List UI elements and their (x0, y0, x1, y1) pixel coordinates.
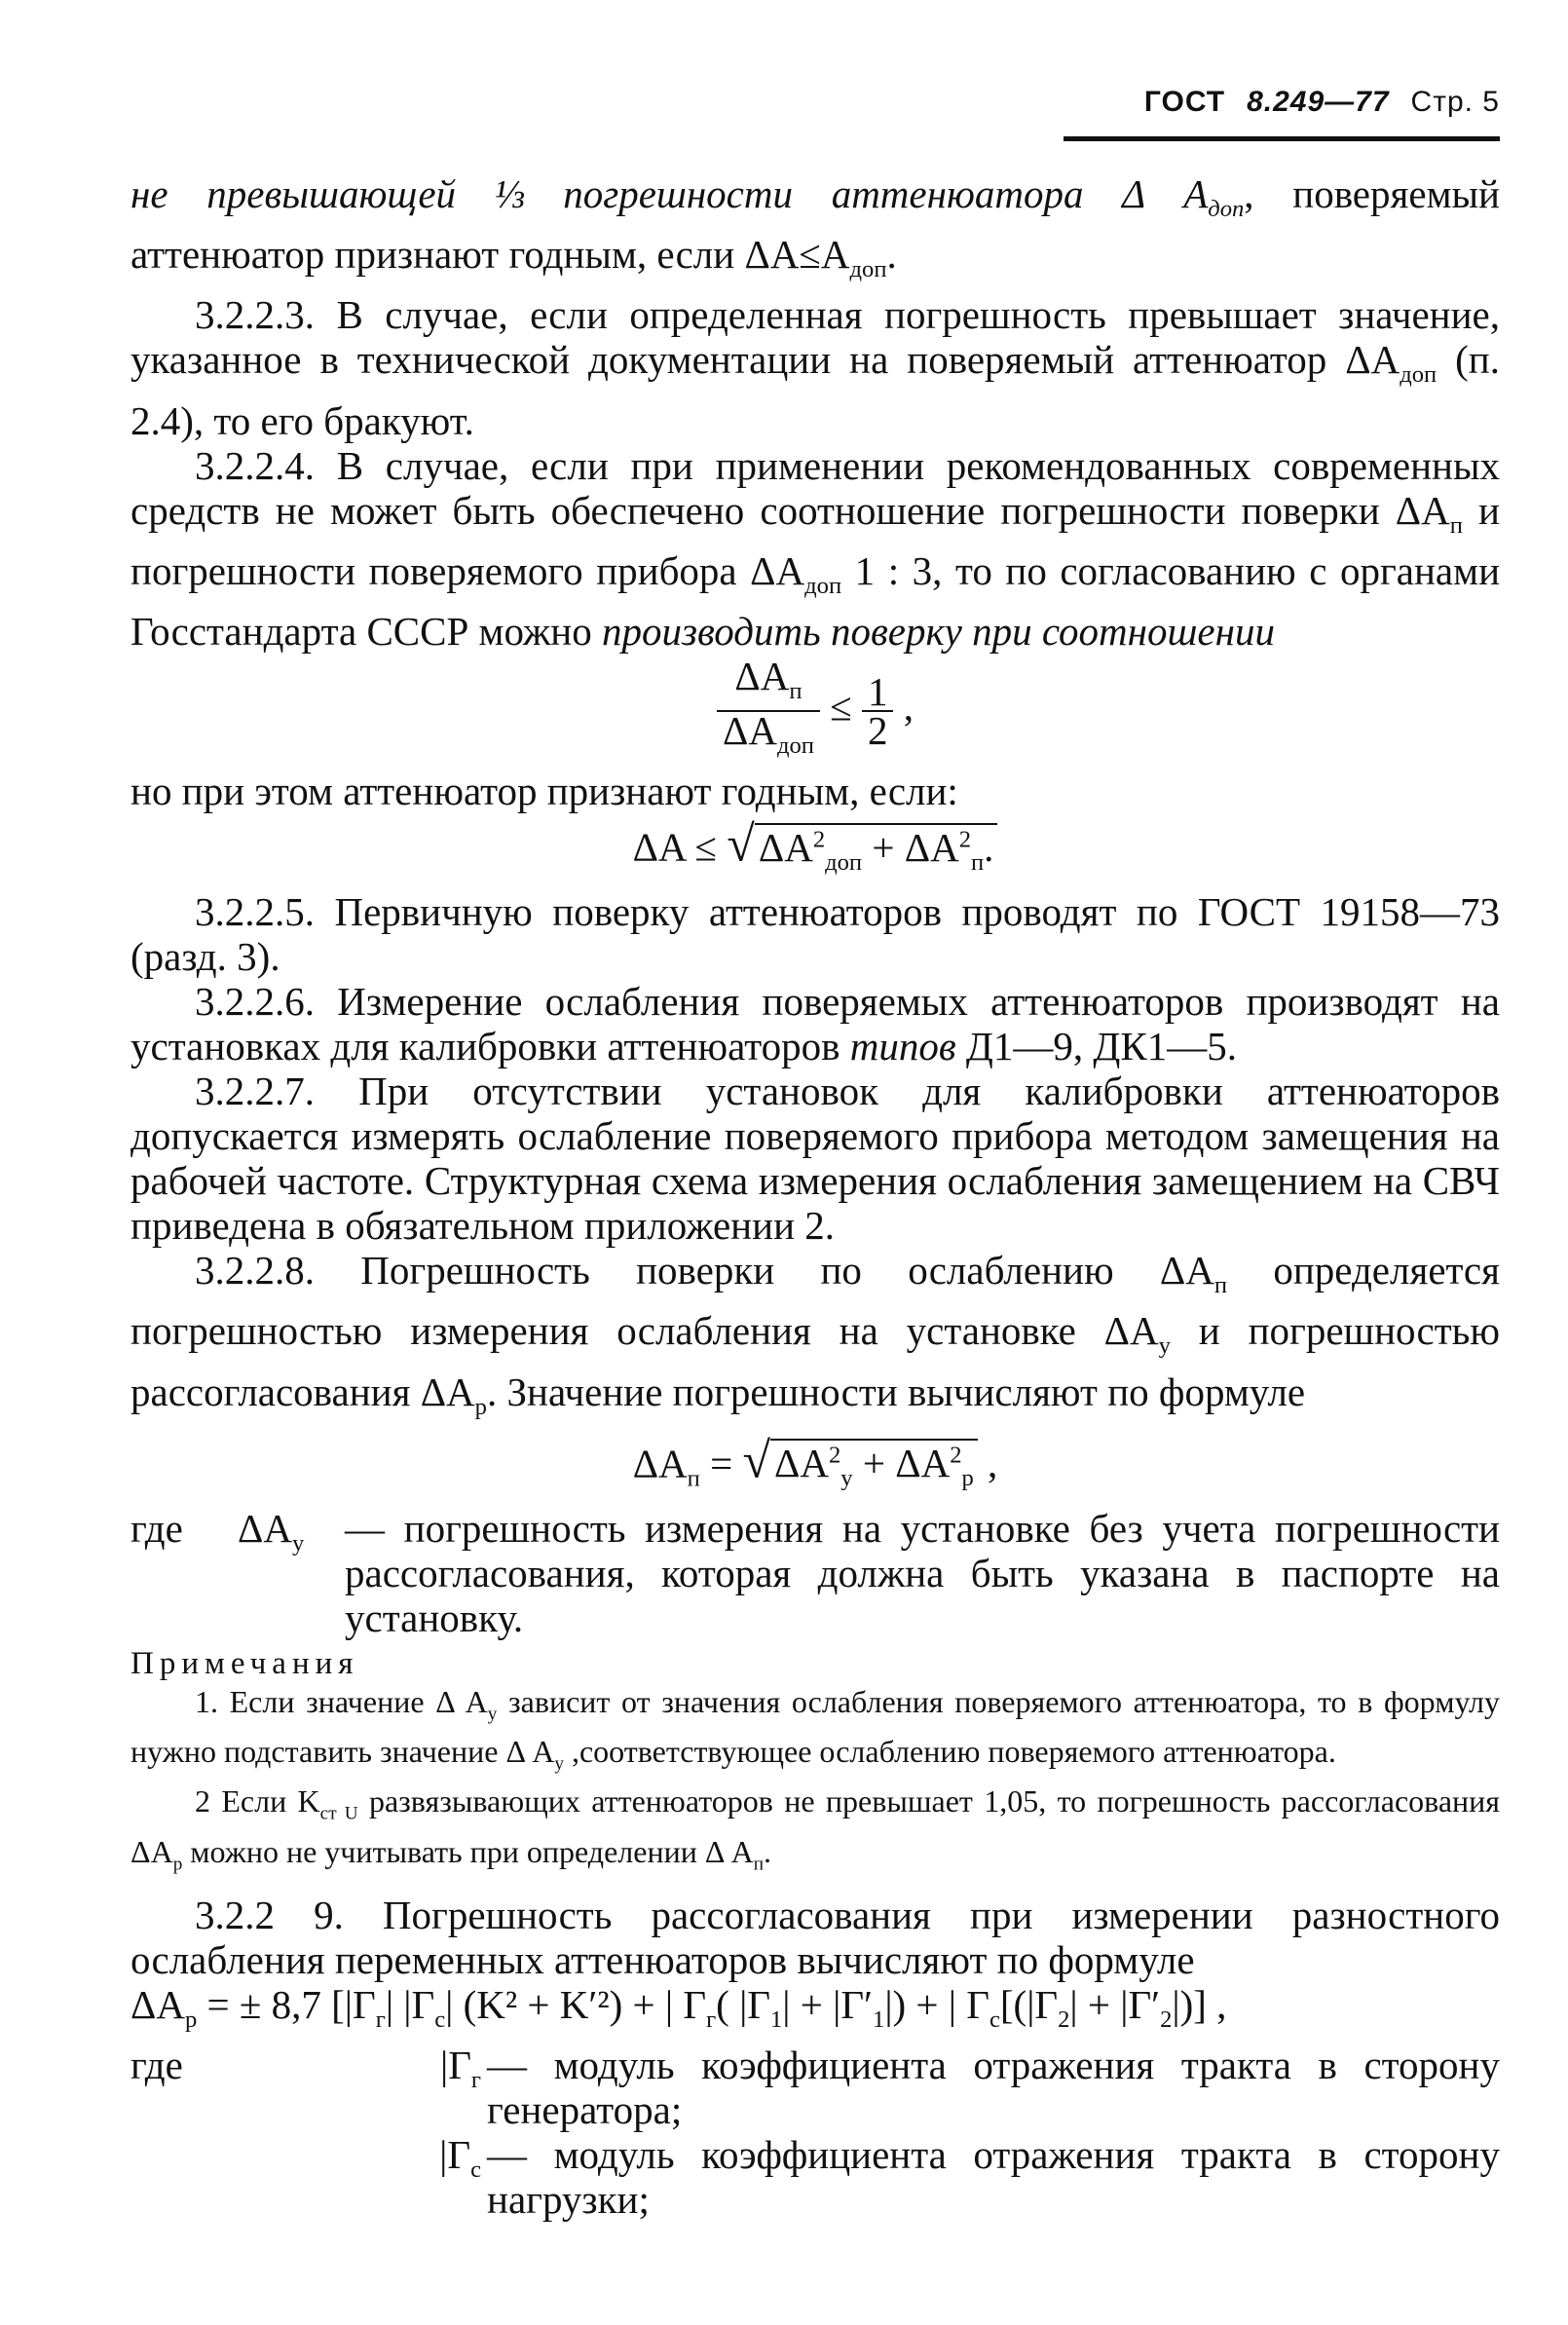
definition-gamma-c: $|\Gamma_с$ — модуль коэффициента отражения тракта в сторону нагрузки; (439, 2132, 1500, 2223)
note-1: 1. Если значение Δ $A_у$ зависит от значения ослабления поверяемого аттенюатора, то в формулу нужно подставить значение Δ $A_у$ ,соответствующее ослаблению поверяемого аттенюатора. (131, 1683, 1501, 1775)
paragraph-3-2-2-3: 3.2.2.3. В случае, если определенная погрешность превышает значение, указанное в технической документации на поверяемый аттенюатор $\Delta A_{доп}$ (п. 2.4), то его бракуют. (131, 292, 1500, 443)
note-2: 2 Если $K_{ст U}$ развязывающих аттенюаторов не превышает 1,05, то погрешность рассогласования $\Delta A_р$ можно не учитывать при определении Δ $A_п$. (131, 1783, 1501, 1875)
definition-delta-ay: где $\Delta A_у$ — погрешность измерения на установке без учета погрешности рассогласования, которая должна быть указана в паспорте на установку. (131, 1505, 1500, 1640)
definition-gamma-g: где $|\Gamma_г$ — модуль коэффициента отражения тракта в сторону генератора; (131, 2043, 1500, 2133)
paragraph-3-2-2-5: 3.2.2.5. Первичную поверку аттенюаторов проводят по ГОСТ 19158—73 (разд. 3). (131, 889, 1500, 980)
formula-verification-error: $\Delta A_п = √\Delta A^2_у + \Delta A^2_р$ , (632, 1433, 998, 1492)
paragraph-3-2-2-8: 3.2.2.8. Погрешность поверки по ослаблению $\Delta A_п$ определяется погрешностью измерения ослабления на установке $\Delta A_у$ и погрешностью рассогласования $\Delta A_р$. Значение погрешности вычисляют по формуле (131, 1248, 1501, 1420)
document-body (131, 171, 1500, 2222)
formula-acceptance: $\Delta A \le √\Delta A^2_{доп} + \Delta A^2_п$. (131, 817, 1500, 885)
paragraph-3-2-2-6: 3.2.2.6. Измерение ослабления поверяемых аттенюаторов производят на установках для калибровки аттенюаторов типов Д1—9, ДК1—5. (131, 979, 1500, 1069)
paragraph-3-2-2-9: 3.2.2 9. Погрешность рассогласования при измерении разностного ослабления переменных аттенюаторов вычисляют по формуле (131, 1893, 1500, 1983)
paragraph-3-2-2-7: 3.2.2.7. При отсутствии установок для калибровки аттенюаторов допускается измерять ослабление поверяемого прибора методом замещения на рабочей частоте. Структурная схема измерения ослабления замещением на СВЧ приведена в обязательном приложении 2. (131, 1069, 1500, 1249)
standard-number: 8.249—77 (1247, 86, 1390, 118)
page-number: Стр. 5 (1410, 86, 1500, 118)
notes-title: Примечания (131, 1645, 359, 1681)
page-header (1062, 86, 1500, 119)
paragraph-continuation: не превышающей ⅓ погрешности аттенюатора Δ $A_{доп}$, поверяемый аттенюатор признают годным, если $\Delta A\le A_{доп}$. (131, 171, 1500, 283)
paragraph-3-2-2-4: 3.2.2.4. В случае, если при применении рекомендованных современных средств не может быть обеспечено соотношение погрешности поверки $\Delta A_п$ и погрешности поверяемого прибора $\Delta A_{доп}$ 1 : 3, то по согласованию с органами Госстандарта СССР можно производить поверку при соотношении (131, 442, 1501, 654)
paragraph-condition: но при этом аттенюатор признают годным, если: (131, 769, 958, 814)
formula-mismatch-error: $\Delta A_р$ = ± 8,7 [$|\Gamma_г|$ $|\Gamma_с|$ (K² + K′²) + | $\Gamma_г$( $|\Gamma_1| + |\Gamma'_1|$) + | $\Gamma_с[(|\Gamma_2| + |\Gamma'_2|)]$ , (131, 1982, 1227, 2034)
formula-ratio: $\frac{\Delta A_п}{\Delta A_{доп}}$ ≤ $\frac{1}{2}$ , (131, 657, 1500, 765)
standard-label: ГОСТ (1143, 86, 1226, 118)
header-rule (1064, 136, 1500, 141)
